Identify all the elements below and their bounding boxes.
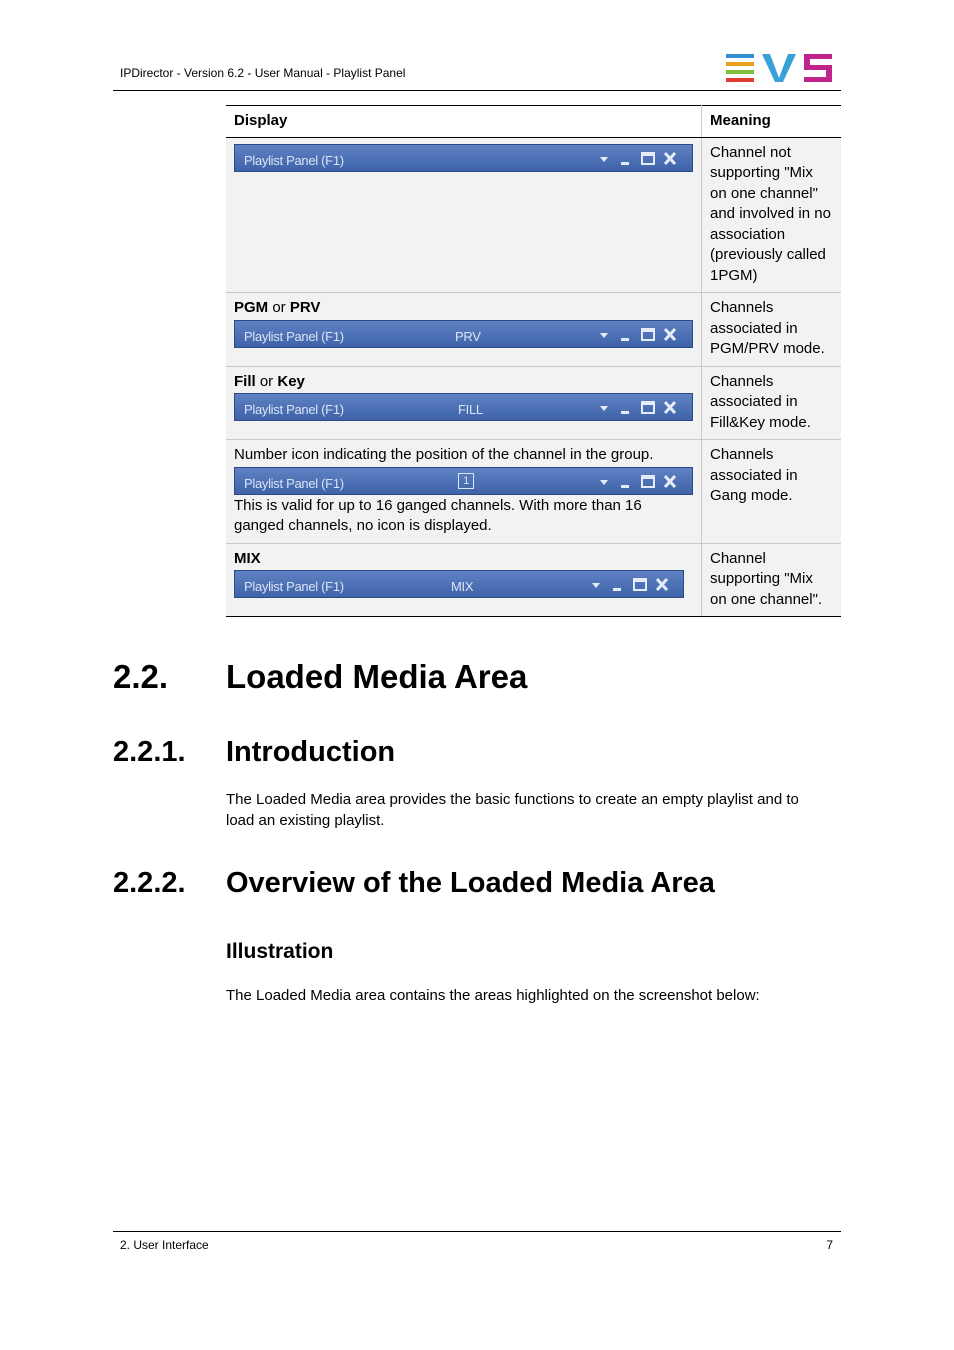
chevron-down-icon	[600, 333, 608, 338]
subsection-title: Overview of the Loaded Media Area	[226, 867, 715, 899]
table-row	[226, 543, 841, 617]
subsection-number: 2.2.2.	[113, 867, 186, 899]
label-mix: MIX	[234, 549, 261, 567]
playlist-panel-titlebar	[234, 144, 693, 172]
playlist-panel-titlebar	[234, 467, 693, 495]
subsection-title: Introduction	[226, 736, 396, 768]
gang-intro-text: Number icon indicating the position of the channel in the group.	[234, 446, 654, 463]
minimize-icon	[613, 588, 621, 591]
playlist-panel-titlebar	[234, 570, 684, 598]
meaning-cell: Channel not supporting "Mix on one channel" and involved in no association (previously called 1PGM)	[702, 137, 842, 293]
display-meaning-table	[226, 105, 841, 617]
close-icon	[665, 476, 675, 487]
intro-paragraph: The Loaded Media area provides the basic functions to create an empty playlist and to load an existing playlist.	[226, 791, 799, 829]
table-row	[226, 440, 841, 544]
window-controls	[598, 327, 690, 343]
label-key: Key	[277, 372, 305, 390]
label-pgm: PGM	[234, 299, 269, 316]
titlebar-title: Playlist Panel (F1)	[244, 579, 344, 594]
titlebar-title: Playlist Panel (F1)	[244, 402, 344, 417]
meaning-cell: Channels associated in PGM/PRV mode.	[702, 293, 842, 367]
subsection-number: 2.2.1.	[113, 736, 186, 768]
chevron-down-icon	[592, 583, 600, 588]
minimize-icon	[621, 338, 629, 341]
page-header-title: IPDirector - Version 6.2 - User Manual - Playlist Panel	[120, 66, 406, 80]
mode-label: PRV	[455, 328, 481, 344]
meaning-cell: Channels associated in Fill&Key mode.	[702, 366, 842, 440]
minimize-icon	[621, 162, 629, 165]
window-controls	[598, 151, 690, 167]
playlist-panel-titlebar	[234, 393, 693, 421]
meaning-cell: Channel supporting "Mix on one channel".	[702, 543, 842, 617]
meaning-cell: Channels associated in Gang mode.	[702, 440, 842, 544]
label-prv: PRV	[289, 299, 321, 316]
window-controls	[598, 474, 690, 490]
footer-rule	[113, 1231, 841, 1232]
close-icon	[665, 329, 675, 340]
section-title: Loaded Media Area	[226, 658, 528, 695]
gang-note-text: This is valid for up to 16 ganged channels. With more than 16 ganged channels, no icon is displayed.	[234, 496, 642, 534]
close-icon	[665, 153, 675, 164]
mode-label: FILL	[458, 402, 483, 417]
label-or: or	[272, 299, 286, 316]
gang-number-icon: 1	[458, 473, 474, 489]
label-or: or	[259, 372, 274, 390]
table-row	[226, 366, 841, 440]
titlebar-title: Playlist Panel (F1)	[244, 152, 344, 168]
titlebar-title: Playlist Panel (F1)	[244, 475, 344, 491]
label-fill: Fill	[234, 372, 256, 390]
playlist-panel-titlebar	[234, 320, 693, 348]
page-number: 7	[826, 1238, 833, 1252]
table-row	[226, 293, 841, 367]
close-icon	[657, 579, 667, 590]
window-controls	[590, 577, 682, 593]
window-controls	[598, 400, 690, 416]
evs-logo	[726, 54, 834, 82]
minimize-icon	[621, 485, 629, 488]
section-number: 2.2.	[113, 658, 169, 695]
chevron-down-icon	[600, 480, 608, 485]
col-meaning-header: Meaning	[702, 106, 842, 138]
close-icon	[665, 402, 675, 413]
mode-label: MIX	[451, 579, 474, 594]
col-display-header: Display	[226, 106, 702, 138]
footer-chapter: 2. User Interface	[120, 1238, 209, 1252]
illustration-paragraph: The Loaded Media area contains the areas highlighted on the screenshot below:	[226, 987, 760, 1004]
illustration-heading: Illustration	[226, 940, 334, 963]
chevron-down-icon	[600, 406, 608, 411]
titlebar-title: Playlist Panel (F1)	[244, 328, 344, 344]
chevron-down-icon	[600, 157, 608, 162]
table-row	[226, 137, 841, 293]
header-rule	[113, 90, 841, 91]
minimize-icon	[621, 411, 629, 414]
